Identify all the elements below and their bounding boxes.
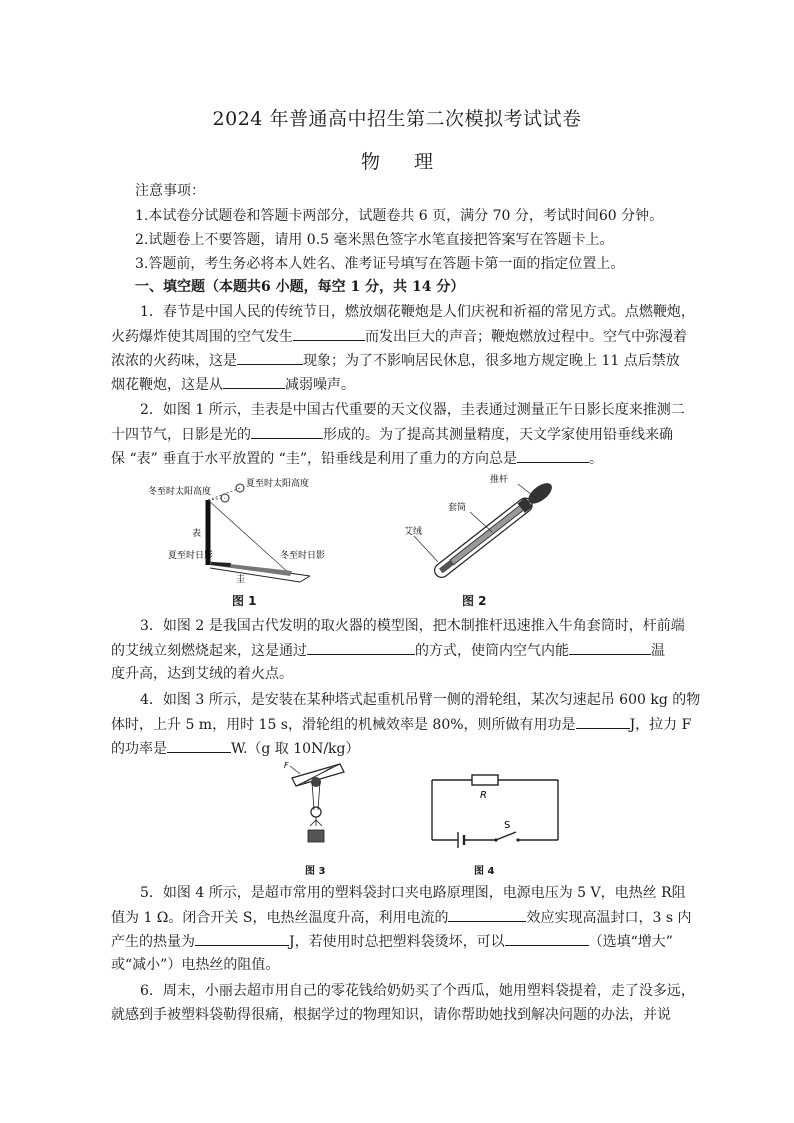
q2-line — [111, 424, 683, 445]
q5-line: 或“减小”）电热丝的阻值。 — [111, 957, 280, 973]
figure-4-circuit — [426, 770, 566, 854]
q4-line — [111, 714, 692, 735]
q5-text: 值为 1 Ω。闭合开关 S，电热丝温度升高，利用电流的 — [111, 910, 449, 926]
q4-text: 的功率是 — [111, 741, 167, 757]
q6-line: 6．周末，小丽去超市用自己的零花钱给奶奶买了个西瓜，她用塑料袋提着，走了没多远， — [140, 983, 695, 999]
notice-heading: 注意事项： — [135, 183, 205, 199]
q4-text: 体时，上升 5 m，用时 15 s，滑轮组的机械效率是 80%，则所做有用功是 — [111, 717, 576, 733]
q5-text: 产生的热量为 — [111, 934, 195, 950]
fig2-label: 推杆 — [490, 475, 509, 485]
figure-3-crane-pulley — [282, 760, 352, 858]
q4-text: W.（g 取 10N/kg） — [231, 741, 360, 757]
q1-text: 火药爆炸使其周围的空气发生 — [111, 329, 293, 345]
answer-blank[interactable] — [251, 424, 323, 439]
answer-blank[interactable] — [569, 640, 651, 655]
exam-title: 2024 年普通高中招生第二次模拟考试试卷 — [212, 108, 582, 130]
q2-text: 形成的。为了提高其测量精度，天文学家使用铅垂线来确 — [323, 427, 673, 443]
subject-title: 物理 — [360, 151, 467, 173]
q1-text: 浓浓的火药味，这是 — [111, 353, 237, 369]
answer-blank[interactable] — [167, 738, 231, 753]
answer-blank[interactable] — [195, 931, 289, 946]
q5-text: 效应实现高温封口，3 s 内 — [526, 910, 692, 926]
answer-blank[interactable] — [293, 326, 365, 341]
answer-blank[interactable] — [517, 448, 589, 463]
fig4-label-s: S — [504, 820, 511, 831]
q2-line — [111, 448, 683, 469]
push-rod — [450, 505, 525, 565]
q2-text: 。 — [588, 451, 603, 467]
movable-pulley — [311, 807, 321, 817]
figure-2-caption: 图 2 — [462, 594, 487, 608]
answer-blank[interactable] — [448, 907, 526, 922]
q6-line: 就感到手被塑料袋勒得很痛，根据学过的物理知识，请你帮助她找到解决问题的办法，并说 — [111, 1007, 671, 1023]
fig1-label: 夏至时日影 — [168, 551, 214, 561]
q4-line — [111, 738, 683, 759]
q1-line — [111, 350, 683, 371]
fig2-label: 艾绒 — [404, 527, 423, 537]
q3-text: 的艾绒立刻燃烧起来，这是通过 — [111, 643, 307, 659]
q2-line: 2．如图 1 所示，圭表是中国古代重要的天文仪器，圭表通过测量正午日影长度来推测二 — [140, 402, 685, 418]
fig3-label-f: F — [284, 761, 289, 770]
fig2-label: 套筒 — [448, 503, 467, 513]
q2-text: 保 “表” 垂直于水平放置的 “圭”，铅垂线是利用了重力的方向总是 — [111, 451, 517, 467]
fig1-label: 圭 — [236, 575, 246, 585]
answer-blank[interactable] — [237, 350, 303, 365]
resistor-r — [472, 775, 498, 785]
figure-1-caption: 图 1 — [232, 594, 257, 608]
load-block — [308, 830, 324, 842]
answer-blank[interactable] — [223, 374, 285, 389]
q5-text: J，若使用时总把塑料袋烫坏，可以 — [289, 934, 505, 950]
q1-text: 减弱噪声。 — [285, 377, 355, 393]
fig1-label: 表 — [192, 529, 202, 539]
q2-text: 十四节气，日影是光的 — [111, 427, 251, 443]
section-heading: 一、填空题（本题共6 小题，每空 1 分，共 14 分） — [135, 279, 465, 295]
q1-line: 1．春节是中国人民的传统节日，燃放烟花鞭炮是人们庆祝和祈福的常见方式。点燃鞭炮， — [140, 304, 695, 320]
q1-line — [111, 374, 683, 395]
q1-text: 而发出巨大的声音；鞭炮燃放过程中。空气中弥漫着 — [365, 329, 687, 345]
fig1-label: 冬至时日影 — [280, 551, 326, 561]
q5-line: 5．如图 4 所示，是超市常用的塑料袋封口夹电路原理图，电源电压为 5 V，电热丝 R阻 — [140, 885, 686, 901]
q3-line: 度升高，达到艾绒的着火点。 — [111, 666, 293, 682]
q3-text: 的方式，使筒内空气内能 — [415, 643, 569, 659]
q1-text: 烟花鞭炮，这是从 — [111, 377, 223, 393]
q4-line: 4．如图 3 所示，是安装在某种塔式起重机吊臂一侧的滑轮组，某次匀速起吊 600 kg 的物 — [140, 692, 701, 708]
notice-item: 1.本试卷分试题卷和答题卡两部分，试题卷共 6 页，满分 70 分，考试时间60 分钟。 — [135, 208, 664, 224]
fig4-label-r: R — [480, 790, 487, 801]
answer-blank[interactable] — [307, 640, 415, 655]
answer-blank[interactable] — [505, 931, 589, 946]
q1-text: 现象；为了不影响居民休息，很多地方规定晚上 11 点后禁放 — [303, 353, 680, 369]
figure-4-caption: 图 4 — [474, 866, 495, 877]
q4-text: J，拉力 F — [629, 717, 692, 733]
q5-line — [111, 907, 692, 928]
q1-line — [111, 326, 687, 347]
fig1-label: 夏至时太阳高度 — [246, 479, 310, 489]
force-arrow — [290, 766, 300, 774]
q3-line: 3．如图 2 是我国古代发明的取火器的模型图，把木制推杆迅速推入牛角套筒时，杆前端 — [140, 618, 685, 634]
notice-item: 3.答题前，考生务必将本人姓名、准考证号填写在答题卡第一面的指定位置上。 — [135, 256, 625, 272]
fig1-label: 冬至时太阳高度 — [148, 487, 212, 497]
q5-line — [111, 931, 683, 952]
answer-blank[interactable] — [576, 714, 630, 729]
notice-item: 2.试题卷上不要答题，请用 0.5 毫米黑色签字水笔直接把答案写在答题卡上。 — [135, 232, 614, 248]
figure-3-caption: 图 3 — [305, 866, 326, 877]
figure-2-fire-piston — [400, 470, 580, 590]
q3-line — [111, 640, 683, 661]
q5-text: （选填“增大” — [588, 934, 673, 950]
q3-text: 温 — [651, 643, 665, 659]
switch-s — [496, 832, 516, 840]
figure-1-gnomon — [140, 470, 340, 590]
